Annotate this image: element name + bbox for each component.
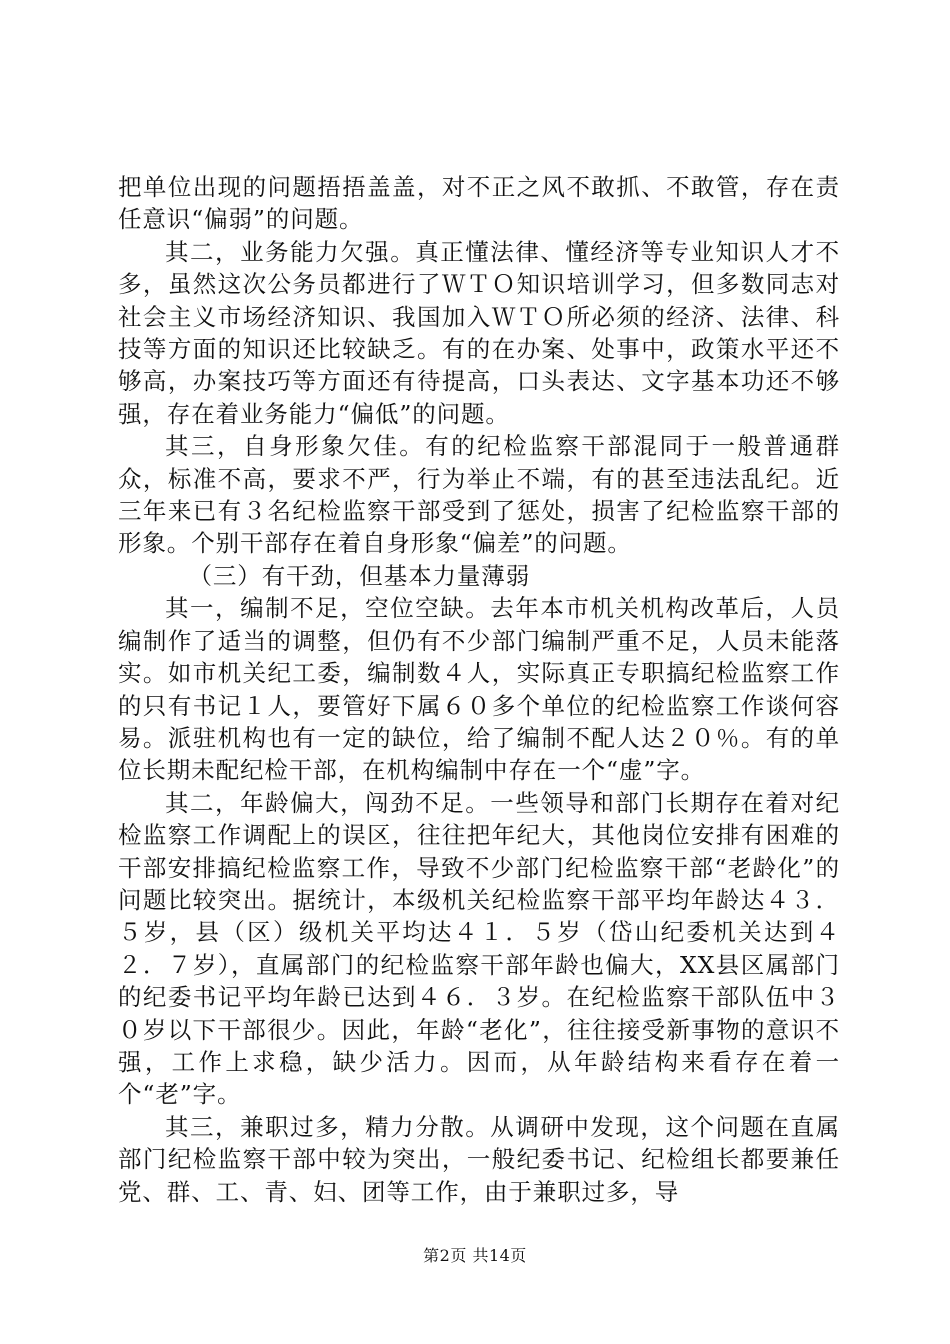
- section-heading: （三）有干劲，但基本力量薄弱: [188, 561, 531, 590]
- paragraph-part-time: 其三，兼职过多，精力分散。从调研中发现，这个问题在直属部门纪检监察干部中较为突出，一般纪委书记、纪检组长都要兼任党、群、工、青、妇、团等工作，由于兼职过多，导: [118, 1112, 840, 1206]
- page-number-footer: 第2页 共14页: [423, 1246, 527, 1265]
- document-body: [118, 171, 840, 1208]
- paragraph-continuation: 把单位出现的问题捂捂盖盖，对不正之风不敢抓、不敢管，存在责任意识“偏弱”的问题。: [118, 173, 840, 234]
- paragraph-staffing: 其一，编制不足，空位空缺。去年本市机关机构改革后，人员编制作了适当的调整，但仍有不少部门编制严重不足，人员未能落实。如市机关纪工委，编制数４人，实际真正专职搞纪检监察工作的只有书记１人，要管好下属６０多个单位的纪检监察工作谈何容易。派驻机构也有一定的缺位，给了编制不配人达２０％。有的单位长期未配纪检干部，在机构编制中存在一个“虚”字。: [118, 594, 840, 785]
- paragraph-age: 其二，年龄偏大，闯劲不足。一些领导和部门长期存在着对纪检监察工作调配上的误区，往往把年纪大，其他岗位安排有困难的干部安排搞纪检监察工作，导致不少部门纪检监察干部“老龄化”的问题比较突出。据统计，本级机关纪检监察干部平均年龄达４３．５岁，县（区）级机关平均达４１．５岁（岱山纪委机关达到４２．７岁），直属部门的纪检监察干部年龄也偏大，XX县区属部门的纪委书记平均年龄已达到４６．３岁。在纪检监察干部队伍中３０岁以下干部很少。因此，年龄“老化”，往往接受新事物的意识不强，工作上求稳，缺少活力。因而，从年龄结构来看存在着一个“老”字。: [118, 788, 840, 1109]
- paragraph-self-image: 其三，自身形象欠佳。有的纪检监察干部混同于一般普通群众，标准不高，要求不严，行为举止不端，有的甚至违法乱纪。近三年来已有３名纪检监察干部受到了惩处，损害了纪检监察干部的形象。个别干部存在着自身形象“偏差”的问题。: [118, 432, 840, 558]
- paragraph-business-ability: 其二，业务能力欠强。真正懂法律、懂经济等专业知识人才不多，虽然这次公务员都进行了ＷＴＯ知识培训学习，但多数同志对社会主义市场经济知识、我国加入ＷＴＯ所必须的经济、法律、科技等方面的知识还比较缺乏。有的在办案、处事中，政策水平还不够高，办案技巧等方面还有待提高，口头表达、文字基本功还不够强，存在着业务能力“偏低”的问题。: [118, 237, 840, 428]
